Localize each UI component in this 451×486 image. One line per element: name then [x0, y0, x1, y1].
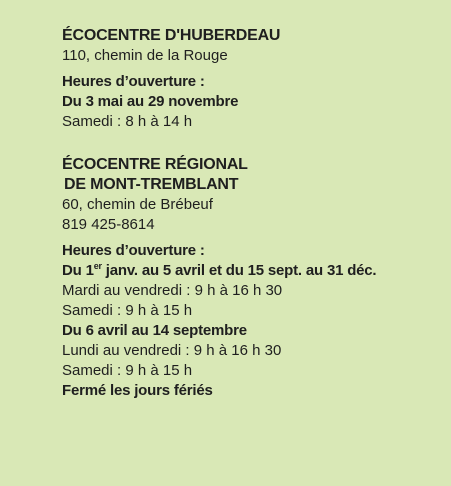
- period-label: Du 3 mai au 29 novembre: [62, 93, 239, 110]
- ordinal-superscript: er: [93, 261, 102, 271]
- period-prefix: Du 1: [62, 262, 94, 279]
- address: 60, chemin de Brébeuf: [62, 196, 213, 213]
- period-label-2: Du 6 avril au 14 septembre: [62, 322, 247, 339]
- ecocentre-info: [62, 26, 432, 401]
- section-title: ÉCOCENTRE D'HUBERDEAU: [62, 27, 281, 44]
- schedule-saturday-2: Samedi : 9 h à 15 h: [62, 362, 193, 379]
- schedule-weekdays-1: Mardi au vendredi : 9 h à 16 h 30: [62, 282, 283, 299]
- period-label-1: [62, 261, 432, 281]
- closed-note: Fermé les jours fériés: [62, 382, 213, 399]
- section-title-line2: DE MONT-TREMBLANT: [64, 176, 239, 193]
- address: 110, chemin de la Rouge: [62, 47, 228, 64]
- ecocentre-mont-tremblant-section: [62, 155, 432, 401]
- period-rest: janv. au 5 avril et du 15 sept. au 31 déc.: [101, 262, 377, 279]
- phone-number: 819 425-8614: [62, 216, 155, 233]
- ecocentre-huberdeau-section: [62, 26, 432, 132]
- section-title-line1: ÉCOCENTRE RÉGIONAL: [62, 156, 248, 173]
- hours-heading: Heures d’ouverture :: [62, 242, 205, 259]
- hours-heading: Heures d’ouverture :: [62, 73, 205, 90]
- schedule-saturday-1: Samedi : 9 h à 15 h: [62, 302, 193, 319]
- schedule-saturday: Samedi : 8 h à 14 h: [62, 113, 193, 130]
- schedule-weekdays-2: Lundi au vendredi : 9 h à 16 h 30: [62, 342, 282, 359]
